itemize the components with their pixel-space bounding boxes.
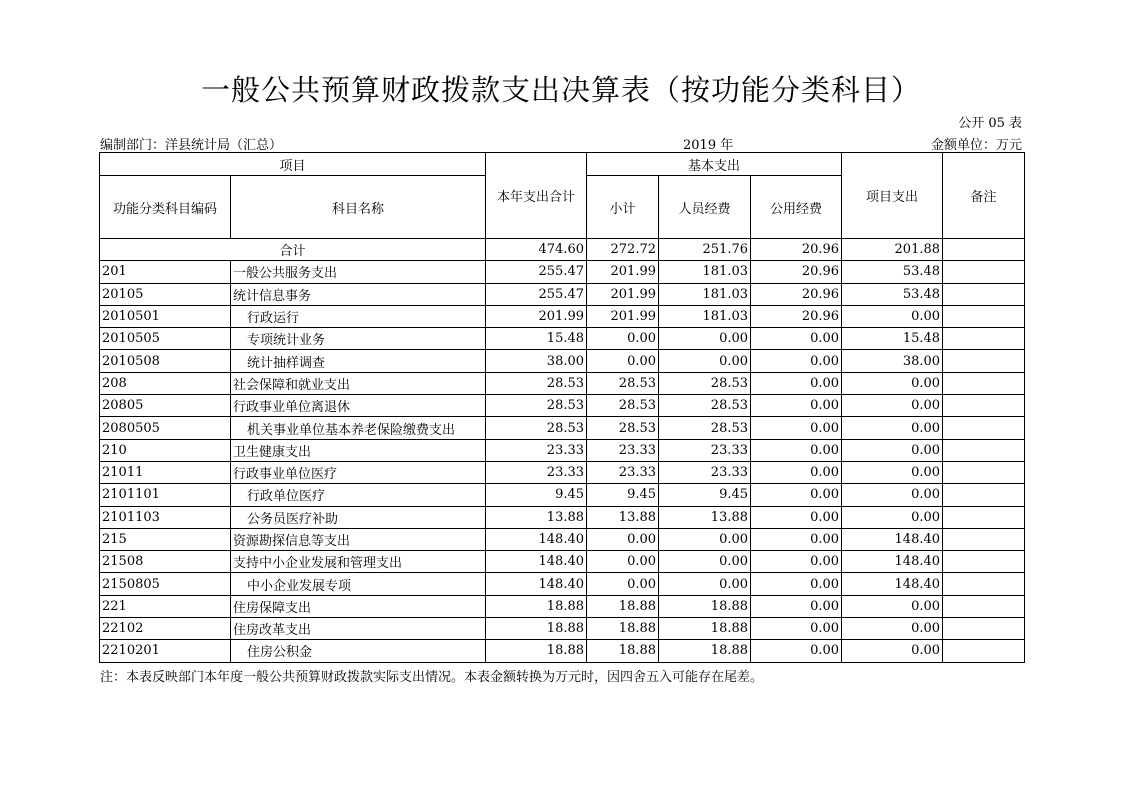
cell-total: 201.99 xyxy=(486,305,587,327)
total-row xyxy=(100,239,1025,261)
cell-subject-name: 行政事业单位离退休 xyxy=(231,395,486,417)
cell-remark xyxy=(943,283,1025,305)
cell-code: 21011 xyxy=(100,461,231,483)
cell-personnel: 9.45 xyxy=(659,484,751,506)
table-row xyxy=(100,439,1025,461)
cell-public: 20.96 xyxy=(751,305,842,327)
cell-subtotal: 0.00 xyxy=(587,528,659,550)
cell-public: 0.00 xyxy=(751,506,842,528)
cell-remark xyxy=(943,528,1025,550)
cell-project: 0.00 xyxy=(842,372,943,394)
cell-personnel: 13.88 xyxy=(659,506,751,528)
footnote: 注：本表反映部门本年度一般公共预算财政拨款实际支出情况。本表金额转换为万元时，因四舍五入可能存在尾差。 xyxy=(100,670,764,685)
cell-public: 0.00 xyxy=(751,350,842,372)
cell-code: 2101103 xyxy=(100,506,231,528)
cell-total: 255.47 xyxy=(486,283,587,305)
cell-subject-name: 机关事业单位基本养老保险缴费支出 xyxy=(231,417,486,439)
cell-personnel: 28.53 xyxy=(659,417,751,439)
cell-subject-name: 住房公积金 xyxy=(231,640,486,662)
cell-public: 0.00 xyxy=(751,461,842,483)
total-remark xyxy=(943,239,1025,261)
cell-code: 21508 xyxy=(100,551,231,573)
cell-personnel: 181.03 xyxy=(659,261,751,283)
cell-code: 2010505 xyxy=(100,328,231,350)
cell-project: 38.00 xyxy=(842,350,943,372)
cell-total: 23.33 xyxy=(486,461,587,483)
cell-subtotal: 18.88 xyxy=(587,595,659,617)
cell-total: 28.53 xyxy=(486,417,587,439)
cell-project: 0.00 xyxy=(842,506,943,528)
table-row xyxy=(100,305,1025,327)
cell-code: 2010501 xyxy=(100,305,231,327)
cell-subtotal: 13.88 xyxy=(587,506,659,528)
table-row xyxy=(100,372,1025,394)
total-subtotal: 272.72 xyxy=(587,239,659,261)
report-year: 2019 年 xyxy=(683,138,734,153)
cell-public: 0.00 xyxy=(751,573,842,595)
cell-project: 15.48 xyxy=(842,328,943,350)
cell-total: 18.88 xyxy=(486,618,587,640)
cell-subtotal: 28.53 xyxy=(587,372,659,394)
cell-total: 28.53 xyxy=(486,372,587,394)
table-row xyxy=(100,395,1025,417)
cell-personnel: 181.03 xyxy=(659,305,751,327)
table-row xyxy=(100,551,1025,573)
cell-subject-name: 行政事业单位医疗 xyxy=(231,461,486,483)
cell-public: 20.96 xyxy=(751,261,842,283)
cell-public: 0.00 xyxy=(751,372,842,394)
cell-code: 210 xyxy=(100,439,231,461)
cell-personnel: 0.00 xyxy=(659,573,751,595)
cell-subject-name: 住房保障支出 xyxy=(231,595,486,617)
cell-public: 0.00 xyxy=(751,528,842,550)
cell-total: 148.40 xyxy=(486,551,587,573)
cell-code: 20805 xyxy=(100,395,231,417)
cell-project: 0.00 xyxy=(842,484,943,506)
cell-code: 2150805 xyxy=(100,573,231,595)
total-personnel: 251.76 xyxy=(659,239,751,261)
cell-project: 53.48 xyxy=(842,261,943,283)
table-row xyxy=(100,506,1025,528)
header-basic: 基本支出 xyxy=(587,153,842,176)
cell-total: 9.45 xyxy=(486,484,587,506)
cell-remark xyxy=(943,640,1025,662)
cell-subject-name: 支持中小企业发展和管理支出 xyxy=(231,551,486,573)
cell-total: 148.40 xyxy=(486,528,587,550)
cell-subject-name: 社会保障和就业支出 xyxy=(231,372,486,394)
header-subject-name: 科目名称 xyxy=(231,176,486,239)
table-row xyxy=(100,595,1025,617)
cell-subtotal: 18.88 xyxy=(587,618,659,640)
cell-remark xyxy=(943,439,1025,461)
cell-personnel: 0.00 xyxy=(659,528,751,550)
cell-total: 15.48 xyxy=(486,328,587,350)
cell-total: 13.88 xyxy=(486,506,587,528)
cell-subject-name: 一般公共服务支出 xyxy=(231,261,486,283)
cell-project: 148.40 xyxy=(842,551,943,573)
cell-remark xyxy=(943,328,1025,350)
cell-subject-name: 行政单位医疗 xyxy=(231,484,486,506)
cell-subject-name: 统计信息事务 xyxy=(231,283,486,305)
cell-public: 0.00 xyxy=(751,618,842,640)
cell-remark xyxy=(943,395,1025,417)
cell-subtotal: 28.53 xyxy=(587,395,659,417)
cell-subject-name: 统计抽样调查 xyxy=(231,350,486,372)
cell-total: 255.47 xyxy=(486,261,587,283)
cell-personnel: 0.00 xyxy=(659,350,751,372)
header-project: 项目支出 xyxy=(842,153,943,239)
cell-project: 0.00 xyxy=(842,305,943,327)
cell-subject-name: 专项统计业务 xyxy=(231,328,486,350)
header-total: 本年支出合计 xyxy=(486,153,587,239)
cell-public: 0.00 xyxy=(751,551,842,573)
table-row xyxy=(100,350,1025,372)
cell-personnel: 181.03 xyxy=(659,283,751,305)
cell-project: 0.00 xyxy=(842,618,943,640)
table-row xyxy=(100,640,1025,662)
cell-subtotal: 0.00 xyxy=(587,573,659,595)
cell-code: 2010508 xyxy=(100,350,231,372)
compiling-department: 编制部门：洋县统计局（汇总） xyxy=(100,138,283,153)
table-row xyxy=(100,528,1025,550)
table-row xyxy=(100,461,1025,483)
cell-total: 18.88 xyxy=(486,595,587,617)
cell-public: 0.00 xyxy=(751,640,842,662)
cell-subject-name: 卫生健康支出 xyxy=(231,439,486,461)
cell-remark xyxy=(943,261,1025,283)
table-row xyxy=(100,573,1025,595)
cell-project: 148.40 xyxy=(842,528,943,550)
cell-public: 0.00 xyxy=(751,328,842,350)
cell-code: 2080505 xyxy=(100,417,231,439)
total-project: 201.88 xyxy=(842,239,943,261)
cell-personnel: 28.53 xyxy=(659,372,751,394)
cell-personnel: 23.33 xyxy=(659,461,751,483)
cell-remark xyxy=(943,484,1025,506)
header-func-code: 功能分类科目编码 xyxy=(100,176,231,239)
header-public: 公用经费 xyxy=(751,176,842,239)
cell-total: 23.33 xyxy=(486,439,587,461)
cell-total: 28.53 xyxy=(486,395,587,417)
table-row xyxy=(100,618,1025,640)
cell-project: 0.00 xyxy=(842,595,943,617)
cell-code: 221 xyxy=(100,595,231,617)
expenditure-table xyxy=(99,152,1025,663)
cell-remark xyxy=(943,573,1025,595)
table-row xyxy=(100,261,1025,283)
cell-subtotal: 0.00 xyxy=(587,350,659,372)
amount-unit: 金额单位：万元 xyxy=(930,138,1022,153)
table-row xyxy=(100,328,1025,350)
cell-remark xyxy=(943,551,1025,573)
cell-subtotal: 23.33 xyxy=(587,439,659,461)
cell-subtotal: 201.99 xyxy=(587,261,659,283)
cell-project: 0.00 xyxy=(842,417,943,439)
header-remark: 备注 xyxy=(943,153,1025,239)
cell-project: 0.00 xyxy=(842,439,943,461)
report-title: 一般公共预算财政拨款支出决算表（按功能分类科目） xyxy=(200,73,921,107)
cell-project: 53.48 xyxy=(842,283,943,305)
cell-remark xyxy=(943,372,1025,394)
cell-personnel: 0.00 xyxy=(659,551,751,573)
cell-total: 18.88 xyxy=(486,640,587,662)
cell-subtotal: 0.00 xyxy=(587,551,659,573)
cell-personnel: 18.88 xyxy=(659,618,751,640)
table-row xyxy=(100,283,1025,305)
cell-code: 2210201 xyxy=(100,640,231,662)
cell-remark xyxy=(943,595,1025,617)
cell-code: 208 xyxy=(100,372,231,394)
cell-personnel: 0.00 xyxy=(659,328,751,350)
header-personnel: 人员经费 xyxy=(659,176,751,239)
table-row xyxy=(100,417,1025,439)
cell-total: 38.00 xyxy=(486,350,587,372)
cell-project: 0.00 xyxy=(842,640,943,662)
cell-subtotal: 23.33 xyxy=(587,461,659,483)
cell-code: 215 xyxy=(100,528,231,550)
cell-project: 0.00 xyxy=(842,395,943,417)
cell-public: 0.00 xyxy=(751,439,842,461)
total-total: 474.60 xyxy=(486,239,587,261)
cell-remark xyxy=(943,350,1025,372)
form-number: 公开 05 表 xyxy=(958,116,1022,131)
cell-subtotal: 28.53 xyxy=(587,417,659,439)
cell-personnel: 23.33 xyxy=(659,439,751,461)
cell-public: 0.00 xyxy=(751,595,842,617)
cell-subject-name: 行政运行 xyxy=(231,305,486,327)
cell-total: 148.40 xyxy=(486,573,587,595)
total-label: 合计 xyxy=(100,239,486,261)
cell-public: 0.00 xyxy=(751,417,842,439)
cell-public: 20.96 xyxy=(751,283,842,305)
cell-personnel: 28.53 xyxy=(659,395,751,417)
cell-project: 0.00 xyxy=(842,461,943,483)
table-row xyxy=(100,484,1025,506)
cell-code: 22102 xyxy=(100,618,231,640)
cell-remark xyxy=(943,417,1025,439)
cell-subject-name: 资源勘探信息等支出 xyxy=(231,528,486,550)
cell-subject-name: 中小企业发展专项 xyxy=(231,573,486,595)
cell-remark xyxy=(943,305,1025,327)
cell-remark xyxy=(943,506,1025,528)
cell-subject-name: 公务员医疗补助 xyxy=(231,506,486,528)
cell-personnel: 18.88 xyxy=(659,640,751,662)
cell-subtotal: 18.88 xyxy=(587,640,659,662)
cell-subtotal: 201.99 xyxy=(587,283,659,305)
cell-project: 148.40 xyxy=(842,573,943,595)
cell-subject-name: 住房改革支出 xyxy=(231,618,486,640)
cell-code: 201 xyxy=(100,261,231,283)
cell-subtotal: 201.99 xyxy=(587,305,659,327)
cell-personnel: 18.88 xyxy=(659,595,751,617)
cell-code: 20105 xyxy=(100,283,231,305)
cell-subtotal: 9.45 xyxy=(587,484,659,506)
cell-public: 0.00 xyxy=(751,395,842,417)
cell-public: 0.00 xyxy=(751,484,842,506)
cell-subtotal: 0.00 xyxy=(587,328,659,350)
cell-code: 2101101 xyxy=(100,484,231,506)
cell-remark xyxy=(943,461,1025,483)
header-item: 项目 xyxy=(100,153,486,176)
cell-remark xyxy=(943,618,1025,640)
total-public: 20.96 xyxy=(751,239,842,261)
header-subtotal: 小计 xyxy=(587,176,659,239)
